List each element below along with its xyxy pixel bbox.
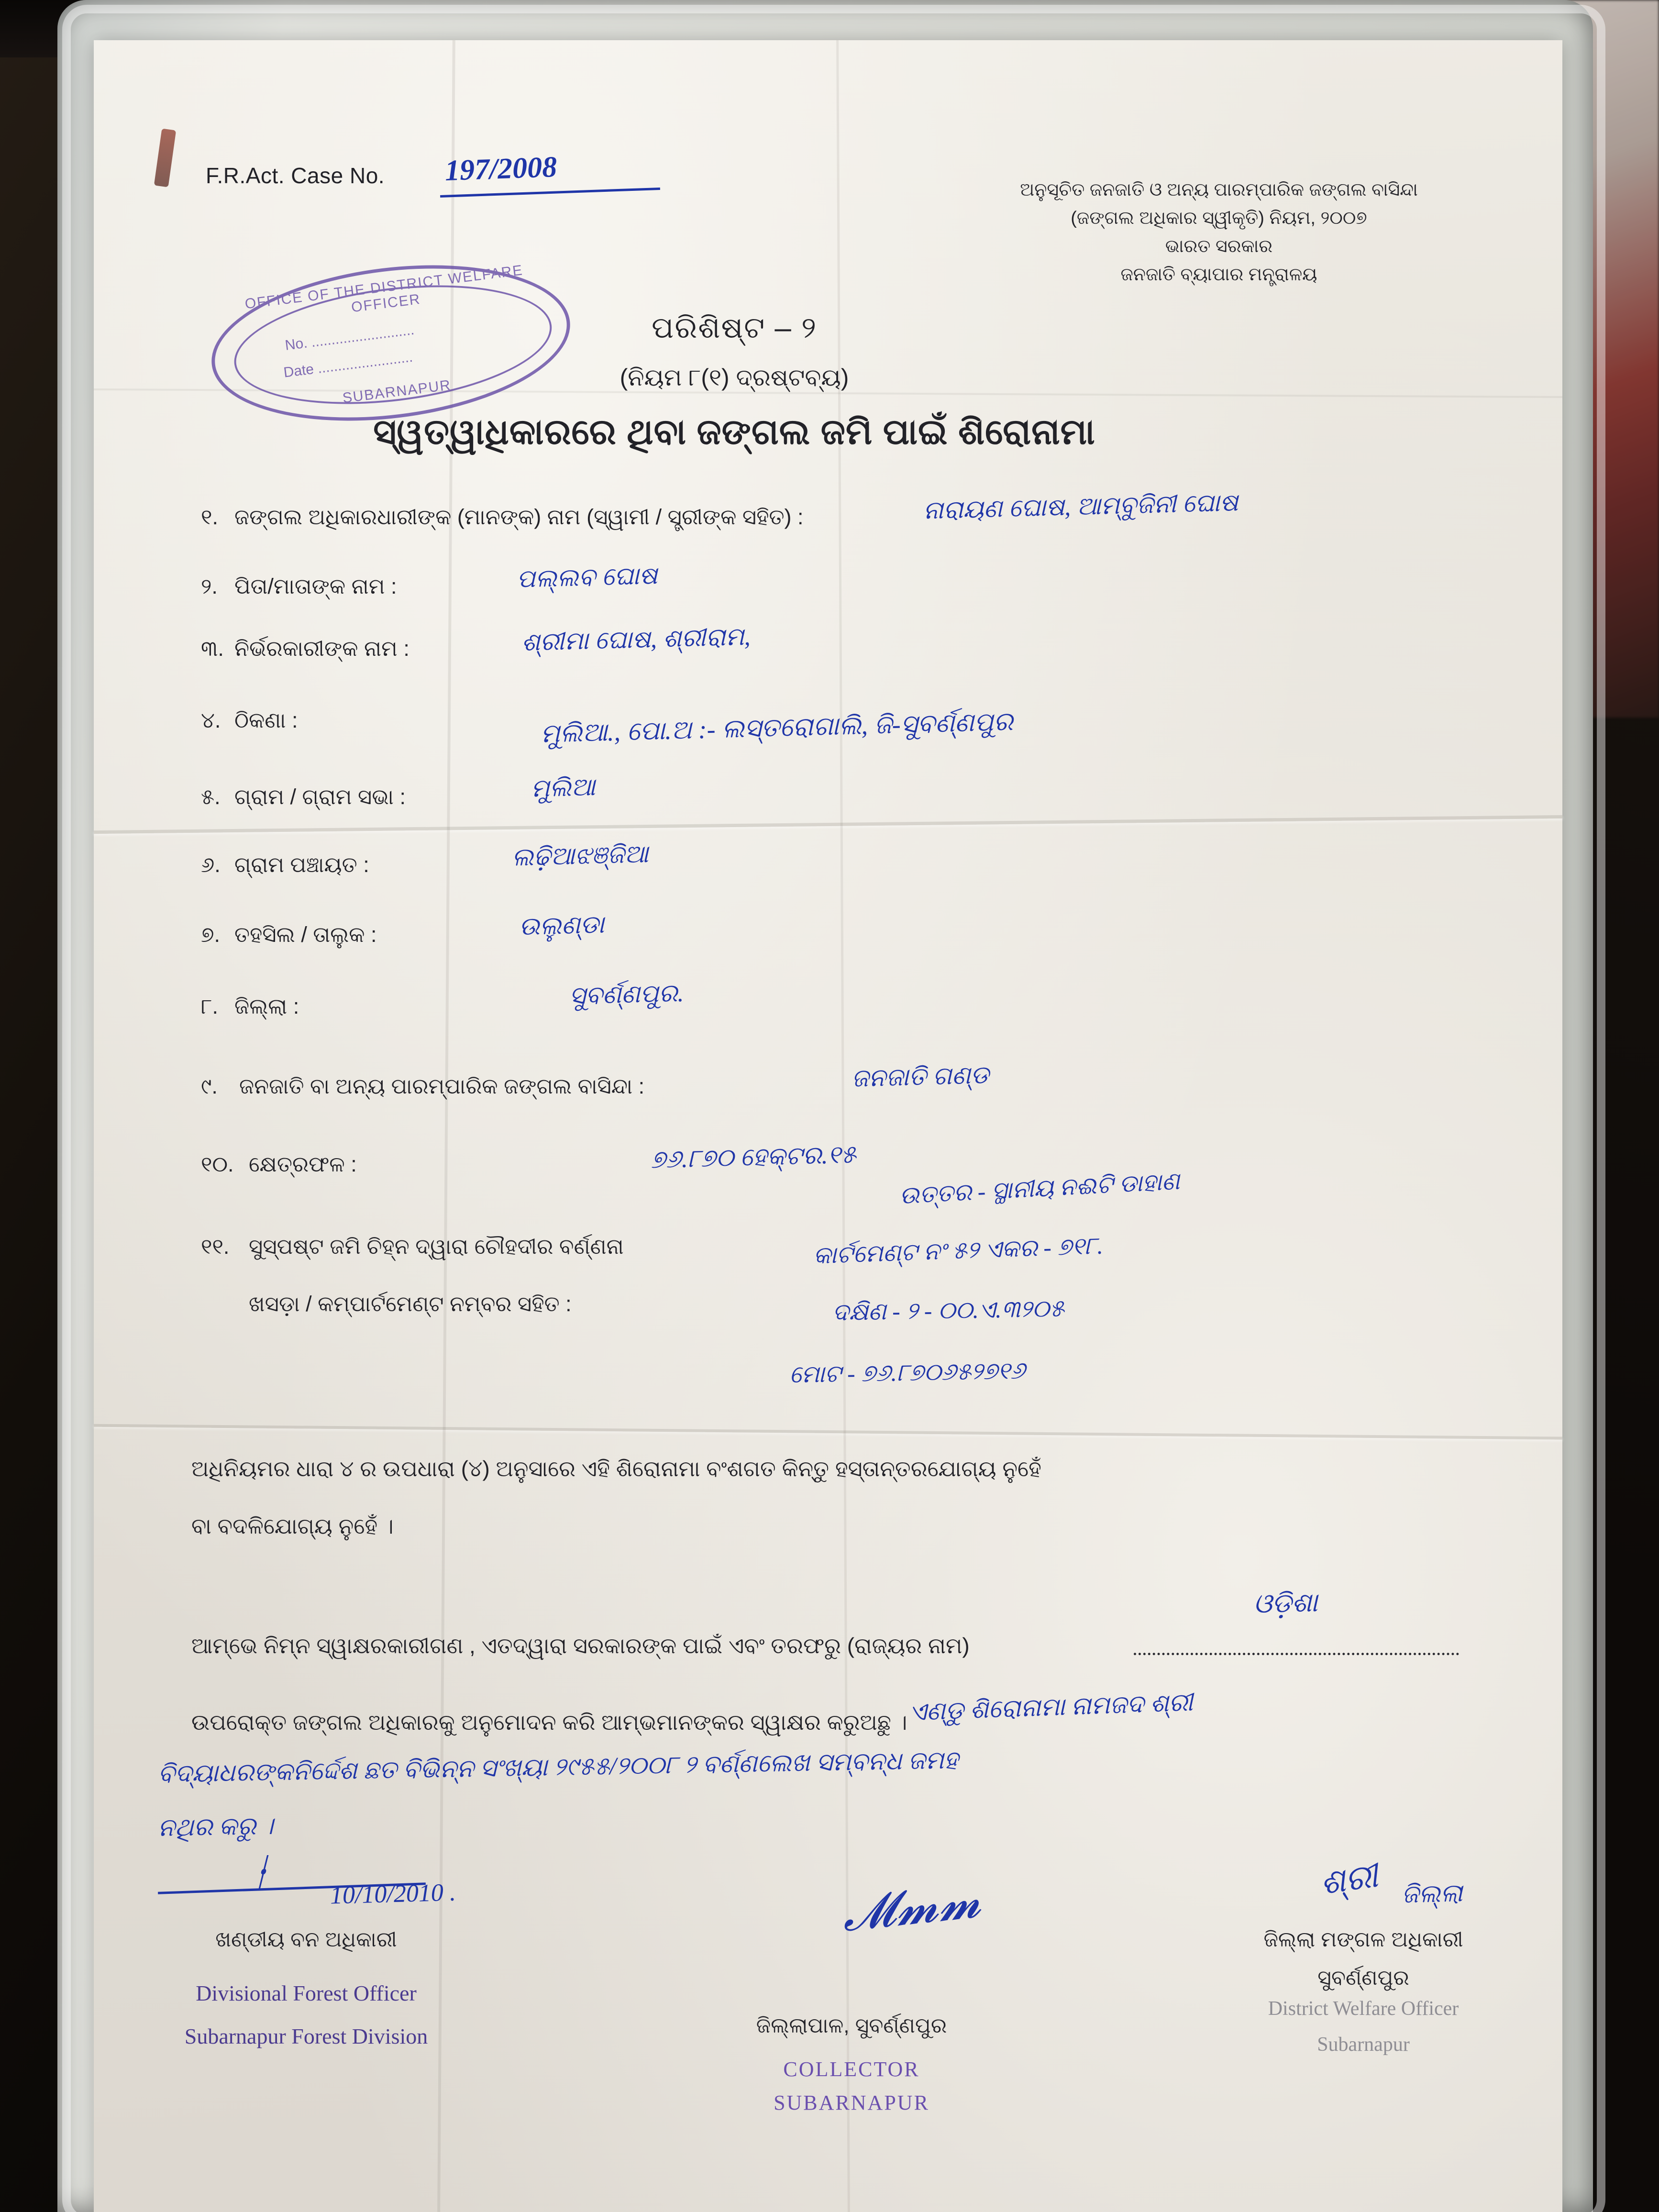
field-5-value: ମୁଲିଆ: [531, 774, 596, 803]
left-signature-title-od: ଖଣ୍ଡୀୟ ବନ ଅଧିକାରୀ: [215, 1928, 397, 1951]
field-11-label: ସୁସ୍ପଷ୍ଟ ଜମି ଚିହ୍ନ ଦ୍ୱାରା ଚୌହଦୀର ବର୍ଣ୍ଣନା: [249, 1234, 624, 1259]
field-11-number: ୧୧.: [201, 1234, 230, 1259]
left-signature-title-en-2: Subarnapur Forest Division: [184, 2024, 428, 2048]
center-signature-mark: 𝓜𝓶𝓶: [839, 1874, 984, 1941]
ministry-line-2: (ଜଙ୍ଗଲ ଅଧିକାର ସ୍ୱୀକୃତି) ନିୟମ, ୨୦୦୭: [1071, 208, 1367, 228]
field-3-value: ଶ୍ରୀମା ଘୋଷ, ଶ୍ରୀରାମ,: [521, 623, 751, 657]
field-5-number: ୫.: [201, 785, 221, 809]
collector-stamp-line-2: SUBARNAPUR: [774, 2091, 929, 2114]
field-8-label: ଜିଲ୍ଲା :: [234, 994, 299, 1018]
boundary-note-1: ଉତ୍ତର - ସ୍ଥାନୀୟ ନଈଟି ଡାହାଣ: [898, 1167, 1181, 1209]
field-10-number: ୧୦.: [201, 1152, 234, 1176]
field-2-number: ୨.: [201, 574, 218, 598]
left-signature-date: 10/10/2010 .: [330, 1879, 456, 1910]
field-3-number: ୩.: [201, 636, 224, 661]
ministry-line-4: ଜନଜାତି ବ୍ୟାପାର ମନ୍ତ୍ରାଳୟ: [1120, 264, 1317, 285]
field-4-label: ଠିକଣା :: [234, 708, 298, 732]
field-7-value: ଉଲୁଣ୍ଡା: [519, 911, 605, 941]
ministry-header-block: [956, 176, 1482, 289]
right-signature-title-od-2: ସୁବର୍ଣ୍ଣପୁର: [1317, 1966, 1409, 1990]
case-number-label: F.R.Act. Case No.: [206, 163, 385, 188]
rule-reference: (ନିୟମ ୮(୧) ଦ୍ରଷ୍ଟବ୍ୟ): [619, 364, 849, 391]
approval-handwritten-3: ନଥିର କରୁ ।: [157, 1812, 274, 1842]
field-7-label: ତହସିଲ / ତାଲୁକ :: [234, 922, 377, 947]
boundary-note-2: କାର୍ଟମେଣ୍ଟ ନଂ ୫୨ ଏକର - ୭୧୮.: [813, 1232, 1104, 1269]
approval-line: ଉପରୋକ୍ତ ଜଙ୍ଗଲ ଅଧିକାରକୁ ଅନୁମୋଦନ କରି ଆମ୍ଭମାନଙ୍କର ସ୍ୱାକ୍ଷର କରୁଅଛୁ ।: [191, 1710, 907, 1735]
field-1-number: ୧.: [201, 505, 218, 529]
case-number-value: 197/2008: [444, 150, 558, 188]
approval-handwritten-1: ଏଣ୍ଡୁ ଶିରୋନାମା ନାମଜଦ ଶ୍ରୀ: [908, 1689, 1194, 1726]
state-name-handwritten: ଓଡ଼ିଶା: [1253, 1588, 1318, 1619]
right-signature-title-od-1: ଜିଲ୍ଲା ମଙ୍ଗଳ ଅଧିକାରୀ: [1263, 1928, 1463, 1951]
field-9-label: ଜନଜାତି ବା ଅନ୍ୟ ପାରମ୍ପାରିକ ଜଙ୍ଗଲ ବାସିନ୍ଦା :: [239, 1074, 645, 1098]
ministry-line-3: ଭାରତ ସରକାର: [1165, 236, 1273, 256]
field-10-label: କ୍ଷେତ୍ରଫଳ :: [249, 1152, 357, 1176]
field-10-value: ୭୬.୮୭୦ ହେକ୍ଟର.୧୫: [650, 1141, 857, 1174]
ministry-line-1: ଅନୁସୂଚିତ ଜନଜାତି ଓ ଅନ୍ୟ ପାରମ୍ପାରିକ ଜଙ୍ଗଲ ବାସିନ୍ଦା: [1020, 180, 1418, 200]
field-9-value: ଜନଜାତି ଗଣ୍ଡ: [851, 1062, 990, 1093]
district-welfare-stamp-line-2: Subarnapur: [1317, 2034, 1410, 2056]
district-welfare-stamp-line-1: District Welfare Officer: [1268, 1998, 1459, 2020]
office-stamp-top-text: OFFICE OF THE DISTRICT WELFARE OFFICER: [244, 262, 524, 316]
left-signature-title-en-1: Divisional Forest Officer: [196, 1981, 417, 2005]
field-11b-label: ଖସଡ଼ା / କମ୍ପାର୍ଟମେଣ୍ଟ ନମ୍ବର ସହିତ :: [249, 1292, 572, 1316]
office-stamp-bottom-text: SUBARNAPUR: [342, 377, 452, 407]
right-signature-mark: ଶ୍ରୀ: [1318, 1858, 1381, 1902]
field-8-number: ୮.: [201, 994, 218, 1018]
collector-stamp-line-1: COLLECTOR: [783, 2057, 920, 2081]
field-6-value: ଲଢ଼ିଆଝଞ୍ଜିଆ: [511, 841, 649, 872]
field-5-label: ଗ୍ରାମ / ଗ୍ରାମ ସଭା :: [234, 785, 406, 809]
center-signature-title-od: ଜିଲ୍ଲାପାଳ, ସୁବର୍ଣ୍ଣପୁର: [756, 2014, 947, 2037]
right-signature-handwritten: ଜିଲ୍ଲା: [1401, 1880, 1463, 1909]
boundary-note-3: ଦକ୍ଷିଣ - ୨ - ୦୦.ଏ.୩୨୦୫: [832, 1294, 1065, 1326]
document-title: ସ୍ୱତ୍ୱାଧିକାରରେ ଥିବା ଜଙ୍ଗଲ ଜମି ପାଇଁ ଶିରୋନାମା: [373, 412, 1095, 452]
field-2-label: ପିତା/ମାତାଙ୍କ ନାମ :: [234, 574, 397, 598]
approval-handwritten-2: ବିଦ୍ୟାଧରଙ୍କନିର୍ଦ୍ଦେଶ ଛତ ବିଭିନ୍ନ ସଂଖ୍ୟା ୨୯୫୫/୨୦୦୮ ୨ ବର୍ଣ୍ଣଲେଖ ସମ୍ବନ୍ଧ ଜମହ: [157, 1747, 959, 1788]
annexure-title: ପରିଶିଷ୍ଟ – ୨: [651, 311, 818, 344]
left-signature-mark: ᚽ: [249, 1852, 272, 1894]
field-7-number: ୭.: [201, 922, 221, 947]
field-4-value: ମୁଲିଆ., ପୋ.ଅ :- ଲସ୍ତରୋଗାଲି, ଜି-ସୁବର୍ଣ୍ଣପୁର: [540, 707, 1014, 748]
field-1-value: ନାରାୟଣ ଘୋଷ, ଆମ୍ବୁଜିନୀ ଘୋଷ: [923, 489, 1239, 525]
field-9-number: ୯.: [201, 1074, 218, 1098]
attestation-dotted-line: [1134, 1653, 1459, 1655]
field-3-label: ନିର୍ଭରକାରୀଙ୍କ ନାମ :: [234, 636, 409, 661]
attestation-line: ଆମ୍ଭେ ନିମ୍ନ ସ୍ୱାକ୍ଷରକାରୀଗଣ , ଏତଦ୍ୱାରା ସରକାରଙ୍କ ପାଇଁ ଏବଂ ତରଫରୁ (ରାଜ୍ୟର ନାମ): [191, 1633, 970, 1658]
boundary-note-4: ମୋଟ - ୭୬.୮୭୦୬୫୨୭୧୬: [789, 1357, 1026, 1388]
office-stamp-date-line: Date ........................: [282, 349, 414, 381]
field-2-value: ପଲ୍ଲବ ଘୋଷ: [516, 562, 658, 593]
field-4-number: ୪.: [201, 708, 221, 732]
office-stamp-no-line: No. ..........................: [284, 321, 415, 354]
field-8-value: ସୁବର୍ଣ୍ଣପୁର.: [569, 979, 685, 1010]
field-6-label: ଗ୍ରାମ ପଞ୍ଚାୟତ :: [234, 852, 369, 877]
field-6-number: ୬.: [201, 852, 221, 877]
statement-line-1: ଅଧିନିୟମର ଧାରା ୪ ର ଉପଧାରା (୪) ଅନୁସାରେ ଏହି ଶିରୋନାମା ବଂଶଗତ କିନ୍ତୁ ହସ୍ତାନ୍ତରଯୋଗ୍ୟ ନୁହେଁ: [191, 1456, 1041, 1481]
statement-line-2: ବା ବଦଳିଯୋଗ୍ୟ ନୁହେଁ ।: [191, 1514, 394, 1538]
field-1-label: ଜଙ୍ଗଲ ଅଧିକାରଧାରୀଙ୍କ (ମାନଙ୍କ) ନାମ (ସ୍ୱାମୀ / ସ୍ତ୍ରୀଙ୍କ ସହିତ) :: [234, 505, 804, 529]
